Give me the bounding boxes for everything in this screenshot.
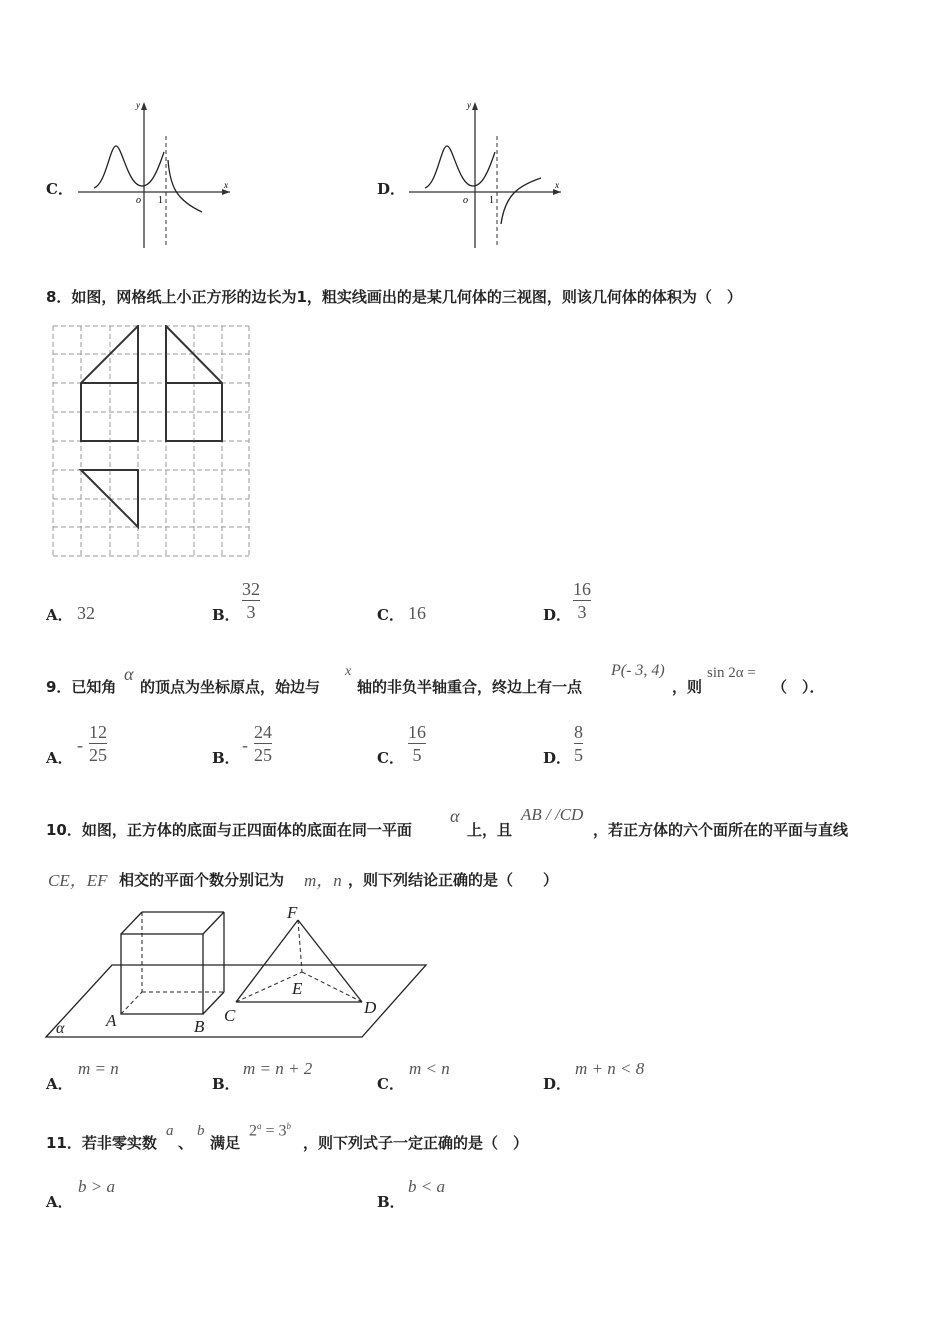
option-d-label: D． [377,180,406,198]
q9-option-b-label[interactable]: B． [212,749,240,767]
q11-stem-1: 11．若非零实数 [46,1134,157,1152]
q11-a: a [166,1123,174,1139]
q8-option-b-fraction [242,578,260,623]
q10-option-d-label[interactable]: D． [543,1075,572,1093]
q10-option-b-expr: m = n + 2 [243,1059,313,1078]
curve-left [425,146,495,188]
curve-right [168,160,202,212]
numerator: 16 [408,722,426,742]
tick-label: 1 [158,195,163,206]
q10-option-d-expr: m + n < 8 [575,1059,645,1078]
label-f: F [287,903,298,922]
tick-label: 1 [489,195,494,206]
numerator: 12 [89,722,107,742]
q10-alpha: α [450,806,460,826]
q10-option-a-label[interactable]: A． [46,1075,73,1093]
q8-option-d-fraction [573,578,591,623]
q8-option-b-label[interactable]: B． [212,606,240,624]
y-label: y [467,100,471,110]
q11-option-b-expr: b < a [408,1177,445,1196]
q10-stem-1: 10．如图，正方体的底面与正四面体的底面在同一平面 [46,821,412,839]
q8-option-a-value: 32 [77,603,95,623]
numerator: 8 [574,722,583,742]
y-axis-arrow [141,102,147,110]
q9-point: P(- 3, 4) [611,662,665,679]
q9-option-d-fraction [574,721,583,766]
cube-tetrahedron-figure [44,900,434,1045]
q9-option-a-fraction [89,721,107,766]
q10-option-b-label[interactable]: B． [212,1075,240,1093]
q11-stem-2: 满足 [210,1134,241,1152]
q9-option-c-label[interactable]: C． [377,749,404,767]
q9-alpha: α [124,664,134,684]
label-d: D [364,998,377,1017]
x-label: x [555,180,559,190]
curve-left [94,146,164,188]
q11-sep: 、 [178,1134,194,1152]
q10-mn: m，n [304,871,342,890]
graph-d [401,96,571,256]
q11-option-a-expr: b > a [78,1177,115,1196]
q8-option-c-value: 16 [408,603,426,623]
label-b: B [194,1017,205,1036]
option-c-label: C． [46,180,73,198]
curve-right [501,178,541,224]
q9-stem-3: 轴的非负半轴重合，终边上有一点 [357,678,583,696]
label-e: E [292,979,303,998]
denominator: 5 [412,745,422,765]
edge-fd [298,920,362,1002]
q10-stem-5: ，则下列结论正确的是（ ） [348,871,559,889]
q9-option-c-fraction [408,721,426,766]
q9-stem-2: 的顶点为坐标原点，始边与 [140,678,321,696]
denominator: 25 [254,745,272,765]
q10-stem-3: ，若正方体的六个面所在的平面与直线 [593,821,849,839]
edge-fe [298,920,302,972]
three-view-grid [52,325,252,559]
q9-option-a-label[interactable]: A． [46,749,73,767]
origin-label: o [136,195,141,206]
q11-option-b-label[interactable]: B． [377,1193,405,1211]
denominator: 25 [89,745,107,765]
edge-fc [236,920,298,1002]
q9-x: x [345,664,352,679]
q8-option-c-label[interactable]: C． [377,606,404,624]
q10-stem-4: 相交的平面个数分别记为 [119,871,285,889]
q11-equation: $2^a = 3^b$ [249,1121,292,1140]
q9-stem-4: ，则 [672,678,703,696]
label-c: C [224,1006,236,1025]
denominator: 5 [574,745,583,765]
q9-option-b-sign: - [242,735,248,755]
q9-option-b-fraction [254,721,272,766]
numerator: 16 [573,579,591,599]
label-a: A [106,1011,117,1030]
q9-expr: sin 2α = [707,665,756,681]
q11-stem-3: ，则下列式子一定正确的是（ ） [303,1134,529,1152]
q8-option-d-label[interactable]: D． [543,606,572,624]
q10-option-c-label[interactable]: C． [377,1075,404,1093]
numerator: 24 [254,722,272,742]
q10-lines: CE，EF [48,871,108,890]
cube-front-face [121,934,203,1014]
q11-b: b [197,1123,205,1139]
q9-option-a-sign: - [77,735,83,755]
label-alpha: α [56,1020,65,1037]
q8-stem: 8．如图，网格纸上小正方形的边长为1，粗实线画出的是某几何体的三视图，则该几何体的体积为（ ） [46,288,742,306]
q11-option-a-label[interactable]: A． [46,1193,73,1211]
q9-option-d-label[interactable]: D． [543,749,572,767]
q9-stem-5: （ ）． [772,678,825,696]
q10-stem-2: 上，且 [467,821,513,839]
x-label: x [224,180,228,190]
denominator: 3 [577,602,587,622]
q10-option-a-expr: m = n [78,1059,119,1078]
edge-de [302,972,362,1002]
y-label: y [136,100,140,110]
q8-option-a-label[interactable]: A． [46,606,73,624]
q10-option-c-expr: m < n [409,1059,450,1078]
q10-parallel: AB / /CD [521,805,584,824]
graph-c [70,96,240,256]
numerator: 32 [242,579,260,599]
denominator: 3 [246,602,256,622]
origin-label: o [463,195,468,206]
y-axis-arrow [472,102,478,110]
q9-stem-1: 9．已知角 [46,678,117,696]
